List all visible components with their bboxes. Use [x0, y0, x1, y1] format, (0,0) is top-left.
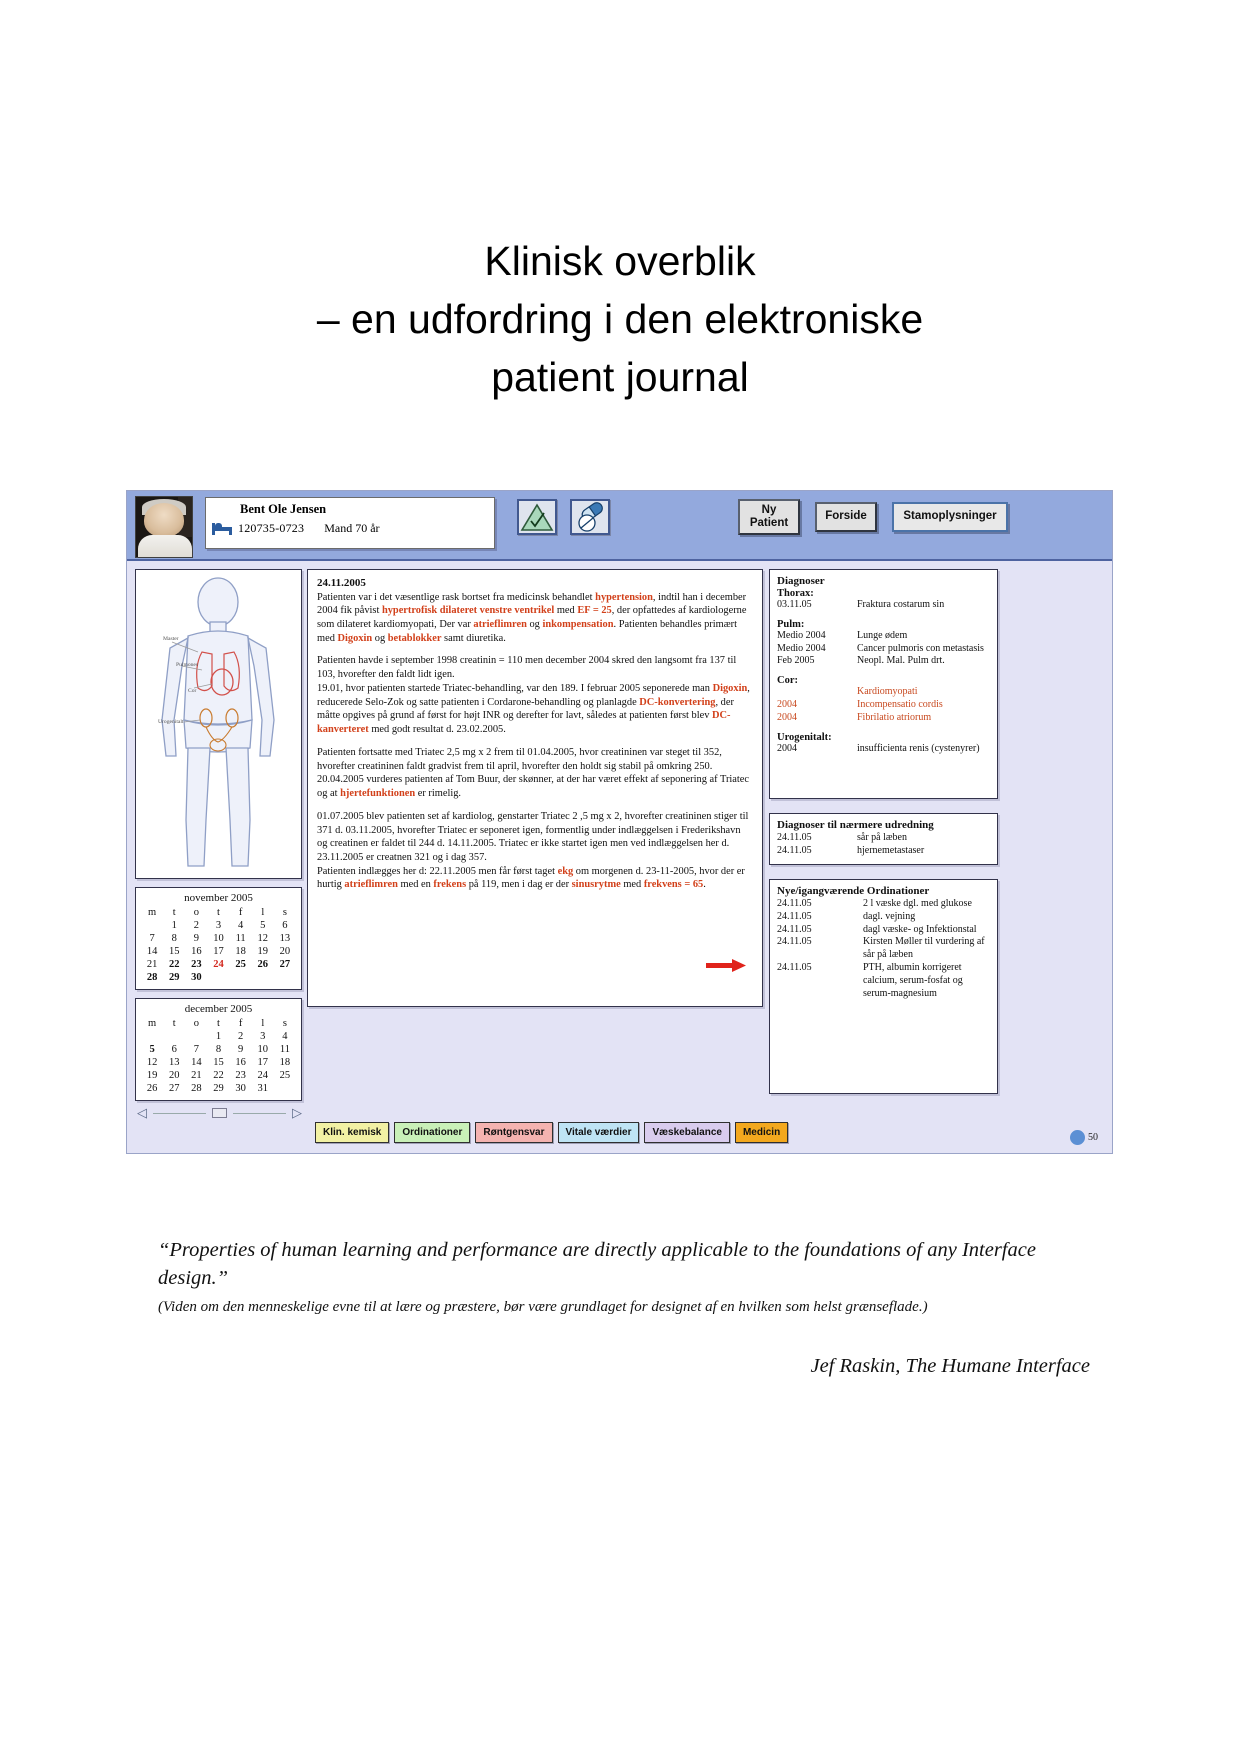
calendar-day[interactable]: 21: [191, 1070, 202, 1081]
calendar-weekday: f: [238, 907, 243, 918]
diagnose-group-heading: Urogenitalt:: [777, 731, 832, 743]
calendar-empty-cell: [141, 1030, 163, 1043]
tab-klin-kemisk[interactable]: Klin. kemisk: [315, 1122, 389, 1143]
journal-highlight: hjertefunktionen: [340, 788, 416, 800]
diagnose-date: 03.11.05: [777, 599, 812, 610]
journal-text-run: om morgenen d. 23-11-2005, hvor der er hurtig: [317, 865, 745, 891]
spacer: [777, 668, 990, 675]
ordination-row[interactable]: [777, 911, 990, 924]
calendar-weekday: o: [193, 1018, 199, 1029]
calendar-day[interactable]: 19: [146, 1070, 158, 1081]
scroll-knob[interactable]: [212, 1108, 227, 1118]
figure-label-master: Master: [163, 636, 179, 642]
journal-text-run: 19.01, hvor patienten startede Triatec-behandling, var den 189. I februar 2005 seponerede man: [317, 682, 713, 694]
journal-text-run: Patienten havde i september 1998 creatinin = 110 men december 2004 skred den langsomt fra 137 til 103, hvorefter den faldt lidt igen.: [317, 655, 737, 681]
calendar-day[interactable]: 14: [191, 1057, 202, 1068]
journal-text-run: med en: [397, 879, 434, 891]
diagnose-date: 2004: [777, 698, 797, 710]
tab-vitale-v-rdier[interactable]: Vitale værdier: [558, 1122, 640, 1143]
row-date: 24.11.05: [777, 923, 812, 935]
calendar-day[interactable]: 23: [235, 1070, 246, 1081]
calendar-weekday: t: [172, 907, 176, 918]
calendar-week-row: [141, 1082, 296, 1095]
calendar-day[interactable]: 4: [238, 920, 244, 931]
calendar-day[interactable]: 4: [282, 1031, 288, 1042]
calendar-day[interactable]: 6: [171, 1044, 177, 1055]
calendar-day[interactable]: 20: [168, 1070, 180, 1081]
diagnose-date: 2004: [777, 711, 797, 723]
calendar-day[interactable]: 17: [213, 946, 224, 957]
journal-highlight: Digoxin: [712, 682, 748, 694]
journal-text-run: med: [554, 605, 578, 617]
page-title: [0, 232, 1240, 407]
diagnose-date: Medio 2004: [777, 629, 826, 641]
diagnose-text: Lunge ødem: [857, 629, 908, 641]
calendar-weekday: m: [147, 1018, 157, 1029]
diagnose-row[interactable]: [777, 599, 990, 612]
calendar-weekday: t: [217, 907, 220, 918]
calendar-day[interactable]: 8: [215, 1044, 222, 1055]
journal-text-run: Patienten fortsatte med Triatec 2,5 mg x 2 frem til 01.04.2005, hvor creatininen var steget til 352, hvorefter creatininen faldt gradvist frem til april, hvorefter den holdt sig stabil på omkring 250.: [317, 746, 722, 772]
row-text: hjernemetastaser: [857, 844, 925, 856]
calendar-weekday: o: [193, 907, 199, 918]
diagnose-row[interactable]: [777, 643, 990, 656]
journal-text-run: med godt resultat d. 23.02.2005.: [368, 724, 506, 736]
calendar-day[interactable]: 2: [193, 920, 199, 931]
patient-photo: [135, 496, 193, 558]
ordinationer-panel[interactable]: [769, 879, 998, 1094]
red-arrow-icon: [706, 959, 746, 972]
diagnose-text: Incompensatio cordis: [857, 698, 943, 710]
calendar-day[interactable]: 5: [260, 920, 266, 931]
journal-text-run: og: [526, 618, 543, 630]
pills-icon-button[interactable]: [570, 499, 610, 535]
journal-highlight: hypertension: [595, 591, 653, 603]
diagnose-row[interactable]: [777, 630, 990, 643]
calendar-week-row: [141, 1030, 296, 1043]
journal-highlight: DC-kanverteret: [317, 710, 731, 736]
journal-text-run: og: [372, 632, 388, 644]
row-text: PTH, albumin korrigeret calcium, serum-fosfat og serum-magnesium: [863, 961, 963, 999]
row-date: 24.11.05: [777, 910, 812, 922]
calendar-day[interactable]: 11: [235, 933, 246, 944]
scroll-track[interactable]: [233, 1113, 286, 1114]
triangle-check-icon-button[interactable]: [517, 499, 557, 535]
calendar-caption: december 2005: [184, 1003, 253, 1015]
calendar-day[interactable]: 10: [257, 1044, 269, 1055]
diagnose-group-heading: Pulm:: [777, 618, 805, 630]
patient-sex-age: Mand 70 år: [324, 520, 380, 535]
journal-highlight: sinusrytme: [571, 879, 621, 891]
calendar-november[interactable]: [135, 887, 302, 990]
calendar-day[interactable]: 13: [279, 933, 291, 944]
calendar-day[interactable]: 6: [282, 920, 288, 931]
journal-text-run: på 119, men i dag er der: [466, 879, 572, 891]
ordination-row[interactable]: [777, 898, 990, 911]
calendar-scroller[interactable]: [135, 1105, 302, 1121]
diagnose-text: Cancer pulmoris con metastasis: [857, 642, 984, 654]
calendar-day[interactable]: 18: [235, 946, 246, 957]
calendar-day[interactable]: 16: [191, 946, 202, 957]
journal-note-panel[interactable]: [307, 569, 763, 1007]
row-text: dagl væske- og Infektionstal: [863, 923, 977, 935]
diagnose-row[interactable]: [777, 686, 990, 699]
journal-text-run: 20.04.2005 vurderes patienten af Tom Buur, der skønner, at der har været effekt af seponering af Triatec og at: [317, 774, 750, 800]
bed-icon: [212, 522, 232, 535]
calendar-day[interactable]: 21: [146, 959, 158, 970]
calendar-empty-cell: [185, 1030, 207, 1043]
diagnose-date: 2004: [777, 742, 797, 754]
calendar-december[interactable]: [135, 998, 302, 1101]
body-diagram[interactable]: [135, 569, 302, 879]
diagnose-row[interactable]: [777, 699, 990, 712]
journal-paragraph: [317, 654, 753, 736]
app-header: [127, 491, 1112, 561]
calendar-day[interactable]: 22: [213, 1070, 224, 1081]
journal-highlight: inkompensation: [542, 618, 614, 630]
tab-medicin[interactable]: Medicin: [735, 1122, 788, 1143]
journal-text-run: , der opfattedes af kardiologerne som dilateret kardiomyopati, Der var: [317, 605, 747, 630]
calendar-empty-cell: [274, 1082, 296, 1095]
calendar-day[interactable]: 31: [257, 1083, 269, 1094]
calendar-day[interactable]: 12: [146, 1057, 158, 1068]
title-line-3: patient journal: [491, 354, 749, 401]
diagnoser-title: Diagnoser: [777, 575, 825, 587]
calendar-weekday: l: [261, 1018, 265, 1029]
patient-identity-box[interactable]: [205, 497, 495, 549]
calendar-day[interactable]: 1: [171, 920, 177, 931]
tab-v-skebalance[interactable]: Væskebalance: [644, 1122, 730, 1143]
journal-text-run: , der måtte opgives på grund af først for højt INR og derefter for lavt, således at patienten først blev: [317, 696, 734, 722]
calendar-day[interactable]: 5: [149, 1044, 155, 1055]
app-body: [127, 561, 1112, 1153]
spacer: [777, 612, 990, 619]
calendar-day[interactable]: 24: [213, 959, 224, 970]
calendar-day[interactable]: 9: [238, 1044, 244, 1055]
journal-text-run: 01.07.2005 blev patienten set af kardiolog, genstarter Triatec 2 ,5 mg x 2, hvorefter creatininen stiger til 371 d. 03.11.2005, hvorefter Triatec er seponeret igen, formentlig under indlæggelsen i Frederikshavn og creatinen er faldet til 244 d. 14.11.2005. Triatec er ikke startet igen men ved indlæggelsen her d. 23.11.2005 er creatnen 321 og i dag 357.: [317, 810, 749, 863]
journal-text-run: . Patienten behandles primært med: [317, 618, 738, 644]
calendar-day[interactable]: 2: [238, 1031, 244, 1042]
calendar-day[interactable]: 13: [168, 1057, 180, 1068]
calendar-day[interactable]: 20: [279, 946, 291, 957]
journal-text-run: Patienten indlægges her d: 22.11.2005 men får først taget: [317, 865, 558, 877]
journal-text-run: med: [620, 879, 644, 891]
page-indicator: [1070, 1130, 1098, 1145]
diagnose-row[interactable]: [777, 712, 990, 725]
calendar-week-row: [141, 932, 296, 945]
ehr-application-screenshot: [126, 490, 1113, 1154]
calendar-day[interactable]: 24: [257, 1070, 269, 1081]
calendar-day[interactable]: 28: [146, 972, 158, 983]
journal-date: 24.11.2005: [317, 577, 366, 589]
tab-ordinationer[interactable]: Ordinationer: [394, 1122, 470, 1143]
calendar-weekday: m: [147, 907, 157, 918]
title-line-1: Klinisk overblik: [484, 238, 756, 284]
diagnose-text: Kardiomyopati: [857, 686, 918, 698]
diagnoser-list: [777, 588, 990, 762]
quote-main: “Properties of human learning and performance are directly applicable to the foundations of any Interface design.”: [158, 1239, 1036, 1290]
figure-label-pulmones: Pulmones: [176, 662, 199, 668]
calendar-day[interactable]: 10: [213, 933, 224, 944]
calendar-day[interactable]: 3: [215, 920, 222, 931]
diagnose-group-heading: Cor:: [777, 675, 798, 687]
diagnose-date: Feb 2005: [777, 655, 815, 667]
chevron-left-icon[interactable]: ◁: [137, 1105, 147, 1120]
journal-highlight: atrieflimren: [344, 879, 398, 891]
calendar-day[interactable]: 27: [168, 1083, 180, 1094]
diagnose-text: Fraktura costarum sin: [857, 599, 945, 610]
scroll-track[interactable]: [153, 1113, 206, 1114]
quote-translation: (Viden om den menneskelige evne til at lære og præstere, bør være grundlaget for designet af en hvilken som helst grænseflade.): [158, 1298, 928, 1315]
right-column: [769, 569, 998, 1094]
calendar-day[interactable]: 19: [257, 946, 269, 957]
calendar-day[interactable]: 11: [279, 1044, 290, 1055]
spacer: [777, 725, 990, 732]
journal-highlight: betablokker: [387, 632, 442, 644]
figure-label-urogenitalt: Urogenitalt: [158, 719, 184, 725]
journal-highlight: hypertrofisk dilateret venstre ventrikel: [381, 605, 555, 617]
diagnose-date: Medio 2004: [777, 642, 826, 654]
calendar-day[interactable]: 14: [146, 946, 158, 957]
row-text: dagl. vejning: [863, 910, 916, 922]
row-date: 24.11.05: [777, 898, 812, 909]
calendar-week-row: [141, 971, 296, 984]
pills-icon: [572, 501, 608, 533]
row-date: 24.11.05: [777, 961, 812, 973]
left-column: [135, 569, 302, 1121]
ordination-row[interactable]: [777, 936, 990, 962]
tab-r-ntgensvar[interactable]: Røntgensvar: [475, 1122, 552, 1143]
journal-highlight: ekg: [557, 865, 574, 877]
diagnose-row[interactable]: [777, 655, 990, 668]
calendar-grid[interactable]: [141, 1017, 296, 1095]
calendar-day[interactable]: 12: [257, 933, 269, 944]
journal-text-run: Patienten var i det væsentlige rask bortset fra medicinsk behandlet: [317, 591, 596, 603]
calendar-day[interactable]: 30: [191, 972, 202, 983]
calendar-week-row: [141, 1069, 296, 1082]
calendar-day[interactable]: 25: [279, 1070, 291, 1081]
ny-patient-button[interactable]: Ny Patient: [738, 499, 800, 535]
journal-text-run: , indtil han i december 2004 fik påvist: [317, 591, 747, 617]
journal-paragraph: [317, 591, 753, 646]
calendar-day[interactable]: 15: [213, 1057, 224, 1068]
calendar-empty-cell: [274, 971, 296, 984]
journal-text: [317, 591, 753, 893]
diagnose-date: [777, 686, 851, 699]
calendar-day[interactable]: 8: [171, 933, 177, 944]
spacer: [777, 755, 990, 762]
row-date: 24.11.05: [777, 936, 812, 948]
ordinationer-title: Nye/igangværende Ordinationer: [777, 885, 930, 897]
calendar-day[interactable]: 26: [146, 1083, 158, 1094]
calendar-day[interactable]: 17: [257, 1057, 269, 1068]
calendar-weekday: s: [282, 907, 287, 918]
ordination-row[interactable]: [777, 924, 990, 937]
journal-highlight: frekens: [433, 879, 467, 891]
journal-paragraph: [317, 810, 753, 892]
calendar-weekday: f: [238, 1018, 243, 1029]
calendar-day[interactable]: 30: [235, 1083, 246, 1094]
bottom-tab-bar[interactable]: [315, 1122, 788, 1143]
diagnoser-panel[interactable]: [769, 569, 998, 799]
calendar-week-row: [141, 919, 296, 932]
calendar-empty-cell: [141, 919, 163, 932]
quote-attribution: Jef Raskin, The Humane Interface: [810, 1355, 1090, 1378]
calendar-day[interactable]: 3: [260, 1031, 266, 1042]
figure-label-cor: Cor: [188, 688, 197, 694]
middle-column: [307, 569, 763, 1007]
journal-highlight: atrieflimren: [473, 618, 527, 630]
udredning-row[interactable]: [777, 832, 990, 845]
calendar-weekday: l: [261, 907, 265, 918]
patient-name: Bent Ole Jensen: [240, 502, 327, 516]
calendar-day[interactable]: 7: [193, 1044, 199, 1055]
journal-highlight: frekvens = 65: [643, 879, 704, 891]
calendar-day[interactable]: 1: [215, 1031, 222, 1042]
calendar-empty-cell: [207, 971, 229, 984]
journal-text-run: .: [703, 879, 706, 891]
chevron-right-icon[interactable]: ▷: [292, 1105, 302, 1120]
calendar-day[interactable]: 29: [168, 972, 180, 983]
row-date: 24.11.05: [777, 844, 812, 856]
calendar-day[interactable]: 9: [193, 933, 199, 944]
journal-text-run: er rimelig.: [415, 788, 462, 800]
triangle-check-icon: [519, 501, 555, 533]
calendar-day[interactable]: 15: [168, 946, 180, 957]
quote-block: [158, 1236, 1098, 1378]
diagnose-row[interactable]: [777, 743, 990, 756]
journal-highlight: Digoxin: [337, 632, 373, 644]
forside-button[interactable]: Forside: [815, 502, 877, 532]
calendar-week-row: [141, 945, 296, 958]
calendar-weekday: s: [282, 1018, 287, 1029]
calendar-day[interactable]: 18: [279, 1057, 291, 1068]
calendar-day[interactable]: 29: [213, 1083, 224, 1094]
calendar-empty-cell: [163, 1030, 185, 1043]
diagnose-text: Fibrilatio atriorum: [857, 711, 932, 723]
diagnose-text: Neopl. Mal. Pulm drt.: [857, 655, 945, 667]
ordination-row[interactable]: [777, 962, 990, 1000]
calendar-day[interactable]: 7: [149, 933, 155, 944]
calendar-day[interactable]: 25: [235, 959, 246, 970]
page-dot-icon: [1070, 1130, 1085, 1145]
calendar-day[interactable]: 26: [257, 959, 269, 970]
udredning-panel[interactable]: [769, 813, 998, 865]
udredning-row[interactable]: [777, 845, 990, 858]
row-date: 24.11.05: [777, 832, 812, 843]
calendar-caption: november 2005: [184, 892, 253, 904]
calendar-weekday: t: [217, 1018, 220, 1029]
calendar-day[interactable]: 27: [279, 959, 291, 970]
row-text: Kirsten Møller til vurdering af sår på læben: [863, 936, 985, 961]
calendar-day[interactable]: 23: [191, 959, 202, 970]
calendar-week-row: [141, 1056, 296, 1069]
calendar-day[interactable]: 28: [191, 1083, 202, 1094]
journal-text-run: , reducerede Selo-Zok og satte patienten i Cordarone-behandling og planlagde: [317, 682, 750, 708]
calendar-week-row: [141, 1043, 296, 1056]
calendar-grid[interactable]: [141, 906, 296, 984]
journal-highlight: DC-konvertering: [639, 696, 716, 708]
ordinationer-list: [777, 898, 990, 1000]
patient-cpr: 120735-0723: [238, 520, 305, 535]
row-text: 2 l væske dgl. med glukose: [863, 898, 972, 909]
diagnose-text: insufficienta renis (cystenyrer): [857, 742, 980, 754]
calendar-day[interactable]: 22: [168, 959, 180, 970]
title-line-2: – en udfordring i den elektroniske: [316, 296, 924, 343]
journal-paragraph: [317, 746, 753, 801]
calendar-day[interactable]: 16: [235, 1057, 246, 1068]
calendar-empty-cell: [252, 971, 274, 984]
page-number: 50: [1088, 1132, 1098, 1143]
udredning-list: [777, 832, 990, 858]
journal-text-run: samt diuretika.: [441, 632, 506, 644]
calendar-week-row: [141, 958, 296, 971]
row-text: sår på læben: [857, 832, 907, 843]
udredning-title: Diagnoser til nærmere udredning: [777, 819, 934, 831]
calendar-empty-cell: [230, 971, 252, 984]
diagnose-group-heading: Thorax:: [777, 588, 814, 599]
calendar-weekday: t: [172, 1018, 176, 1029]
stamoplysninger-button[interactable]: Stamoplysninger: [892, 502, 1008, 532]
journal-highlight: EF = 25: [577, 605, 612, 617]
